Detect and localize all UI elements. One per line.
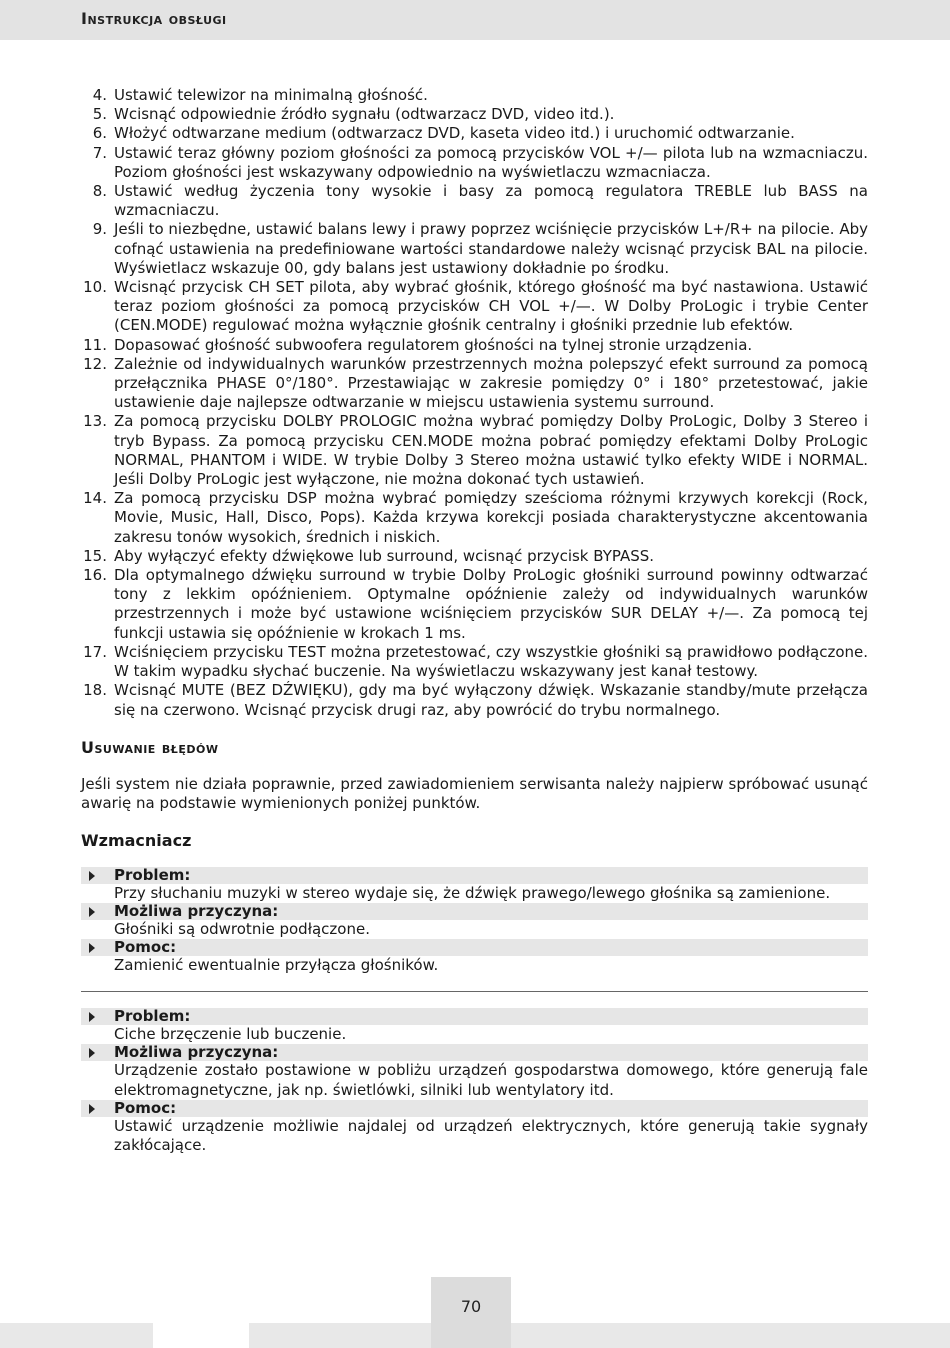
step-item — [81, 489, 868, 547]
step-text: Wcisnąć odpowiednie źródło sygnału (odtwarzacz DVD, video itd.). — [114, 105, 615, 124]
step-number: 8. — [92, 182, 107, 201]
help-label: Pomoc: — [114, 1098, 177, 1117]
step-text: Aby wyłączyć efekty dźwiękowe lub surround, wcisnąć przycisk BYPASS. — [114, 546, 655, 565]
step-text: Ustawić według życzenia tony wysokie i basy za pomocą regulatora TREBLE lub BASS na wzmacniaczu. — [114, 182, 868, 220]
cause-label-bar — [81, 903, 868, 920]
arrow-right-icon — [89, 943, 95, 953]
help-text: Zamienić ewentualnie przyłącza głośników. — [114, 955, 439, 974]
step-number: 9. — [92, 220, 107, 239]
problem-text: Ciche brzęczenie lub buczenie. — [114, 1025, 347, 1044]
step-number: 10. — [83, 278, 107, 297]
troubleshooting-block — [81, 1008, 868, 1155]
step-item — [81, 144, 868, 182]
step-item — [81, 105, 868, 124]
cause-label: Możliwa przyczyna: — [114, 901, 279, 920]
step-item — [81, 336, 868, 355]
step-item — [81, 355, 868, 413]
step-number: 15. — [83, 546, 107, 565]
page-header-title: Instrukcja obsługi — [81, 9, 227, 28]
cause-text: Głośniki są odwrotnie podłączone. — [114, 919, 370, 938]
step-item — [81, 681, 868, 719]
step-text: Wcisnąć przycisk CH SET pilota, aby wybrać głośnik, którego głośność ma być nastawiona. Ustawić teraz poziom głośności za pomocą przycisków CH VOL +/—. W Dolby ProLogic i trybie Center (CEN.MODE) regulować można wyłącznie głośnik centralny i głośniki przednie lub efektów. — [114, 278, 868, 335]
step-number: 17. — [83, 642, 107, 661]
step-number: 11. — [83, 335, 107, 354]
step-item — [81, 278, 868, 336]
troubleshooting-intro: Jeśli system nie działa poprawnie, przed zawiadomieniem serwisanta należy najpierw spróbować usunąć awarię na podstawie wymienionych poniżej punktów. — [81, 774, 868, 813]
page-content — [81, 86, 868, 1155]
step-number: 7. — [92, 143, 107, 162]
help-text: Ustawić urządzenie możliwie najdalej od urządzeń elektrycznych, które generują takie sygnały zakłócające. — [114, 1116, 868, 1154]
page-number: 70 — [460, 1297, 482, 1316]
step-item — [81, 566, 868, 643]
problem-label-bar — [81, 867, 868, 884]
step-item — [81, 643, 868, 681]
step-item — [81, 220, 868, 278]
help-label-bar — [81, 939, 868, 956]
step-text: Dopasować głośność subwoofera regulatorem głośności na tylnej stronie urządzenia. — [114, 335, 753, 354]
step-number: 4. — [92, 86, 107, 104]
subsection-title: Wzmacniacz — [81, 831, 192, 851]
help-label-bar — [81, 1100, 868, 1117]
divider — [81, 991, 868, 992]
step-text: Za pomocą przycisku DSP można wybrać pomiędzy sześcioma różnymi krzywych korekcji (Rock, Movie, Music, Hall, Disco, Pops). Każda krzywa korekcji posiada charakterystyczne akcentowania zakresu tonów wysokich, średnich i niskich. — [114, 489, 868, 546]
cause-label-bar — [81, 1044, 868, 1061]
help-label: Pomoc: — [114, 937, 177, 956]
problem-label: Problem: — [114, 1007, 191, 1026]
cause-label: Możliwa przyczyna: — [114, 1043, 279, 1062]
troubleshooting-block — [81, 867, 868, 976]
problem-label-bar — [81, 1008, 868, 1025]
step-item — [81, 86, 868, 105]
step-text: Za pomocą przycisku DOLBY PROLOGIC można wybrać pomiędzy Dolby ProLogic, Dolby 3 Stereo i tryb Bypass. Za pomocą przycisku CEN.MODE można pobrać pomiędzy efektami Dolby ProLogic NORMAL, PHANTOM i WIDE. W trybie Dolby 3 Stereo można ustawić tylko efekty WIDE i NORMAL. Jeśli Dolby ProLogic jest wyłączone, nie można dokonać tych ustawień. — [114, 412, 868, 489]
step-text: Ustawić teraz główny poziom głośności za pomocą przycisków VOL +/— pilota lub na wzmacniaczu. Poziom głośności jest wskazywany odpowiednio na wyświetlaczu wzmacniacza. — [114, 143, 868, 181]
step-text: Wcisnąć MUTE (BEZ DŹWIĘKU), gdy ma być wyłączony dźwięk. Wskazanie standby/mute przełącza się na czerwono. Wcisnąć przycisk drugi raz, aby powrócić do trybu normalnego. — [114, 681, 868, 719]
step-number: 16. — [83, 566, 107, 585]
step-item — [81, 182, 868, 220]
arrow-right-icon — [89, 907, 95, 917]
arrow-right-icon — [89, 1104, 95, 1114]
step-number: 13. — [83, 412, 107, 431]
cause-text: Urządzenie zostało postawione w pobliżu urządzeń gospodarstwa domowego, które generują fale elektromagnetyczne, jak np. świetlówki, silniki lub wentylatory itd. — [114, 1061, 868, 1099]
step-number: 6. — [92, 124, 107, 143]
step-number: 18. — [83, 681, 107, 700]
step-text: Wciśnięciem przycisku TEST można przetestować, czy wszystkie głośniki są prawidłowo podłączone. W takim wypadku słychać buczenie. Na wyświetlaczu wskazywany jest kanał testowy. — [114, 642, 868, 681]
problem-text: Przy słuchaniu muzyki w stereo wydaje się, że dźwięk prawego/lewego głośnika są zamienione. — [114, 883, 831, 902]
step-item — [81, 124, 868, 143]
arrow-right-icon — [89, 1048, 95, 1058]
step-item — [81, 412, 868, 489]
arrow-right-icon — [89, 1012, 95, 1022]
step-item — [81, 547, 868, 566]
step-text: Włożyć odtwarzane medium (odtwarzacz DVD, kaseta video itd.) i uruchomić odtwarzanie. — [114, 124, 795, 143]
step-number: 12. — [83, 354, 107, 373]
step-number: 14. — [83, 489, 107, 508]
step-text: Zależnie od indywidualnych warunków przestrzennych można polepszyć efekt surround za pomocą przełącznika PHASE 0°/180°. Przestawiając w zakresie pomiędzy 0° i 180° przetestować, jakie ustawienie daje najlepsze odtwarzanie w miejscu ustawienia systemu surround. — [114, 354, 868, 412]
problem-label: Problem: — [114, 865, 191, 884]
step-text: Jeśli to niezbędne, ustawić balans lewy i prawy poprzez wciśnięcie przycisków L+/R+ na pilocie. Aby cofnąć ustawienia na predefiniowane wartości standardowe należy wcisnąć przycisk BAL na pilocie. Wyświetlacz wskazuje 00, gdy balans jest ustawiony dokładnie po środku. — [114, 220, 868, 277]
step-number: 5. — [92, 105, 107, 124]
step-text: Dla optymalnego dźwięku surround w trybie Dolby ProLogic głośniki surround powinny odtwarzać tony z lekkim opóźnieniem. Optymalne opóźnienie zależy od indywidualnych warunków przestrzennych i może być ustawione wciśnięciem przycisków SUR DELAY +/—. Za pomocą tej funkcji ustawia się opóźnienie w krokach 1 ms. — [114, 566, 868, 642]
footer-white-block — [153, 1323, 249, 1348]
arrow-right-icon — [89, 871, 95, 881]
troubleshooting-title: Usuwanie błędów — [81, 737, 219, 757]
step-text: Ustawić telewizor na minimalną głośność. — [114, 86, 428, 104]
steps-list — [81, 86, 868, 720]
